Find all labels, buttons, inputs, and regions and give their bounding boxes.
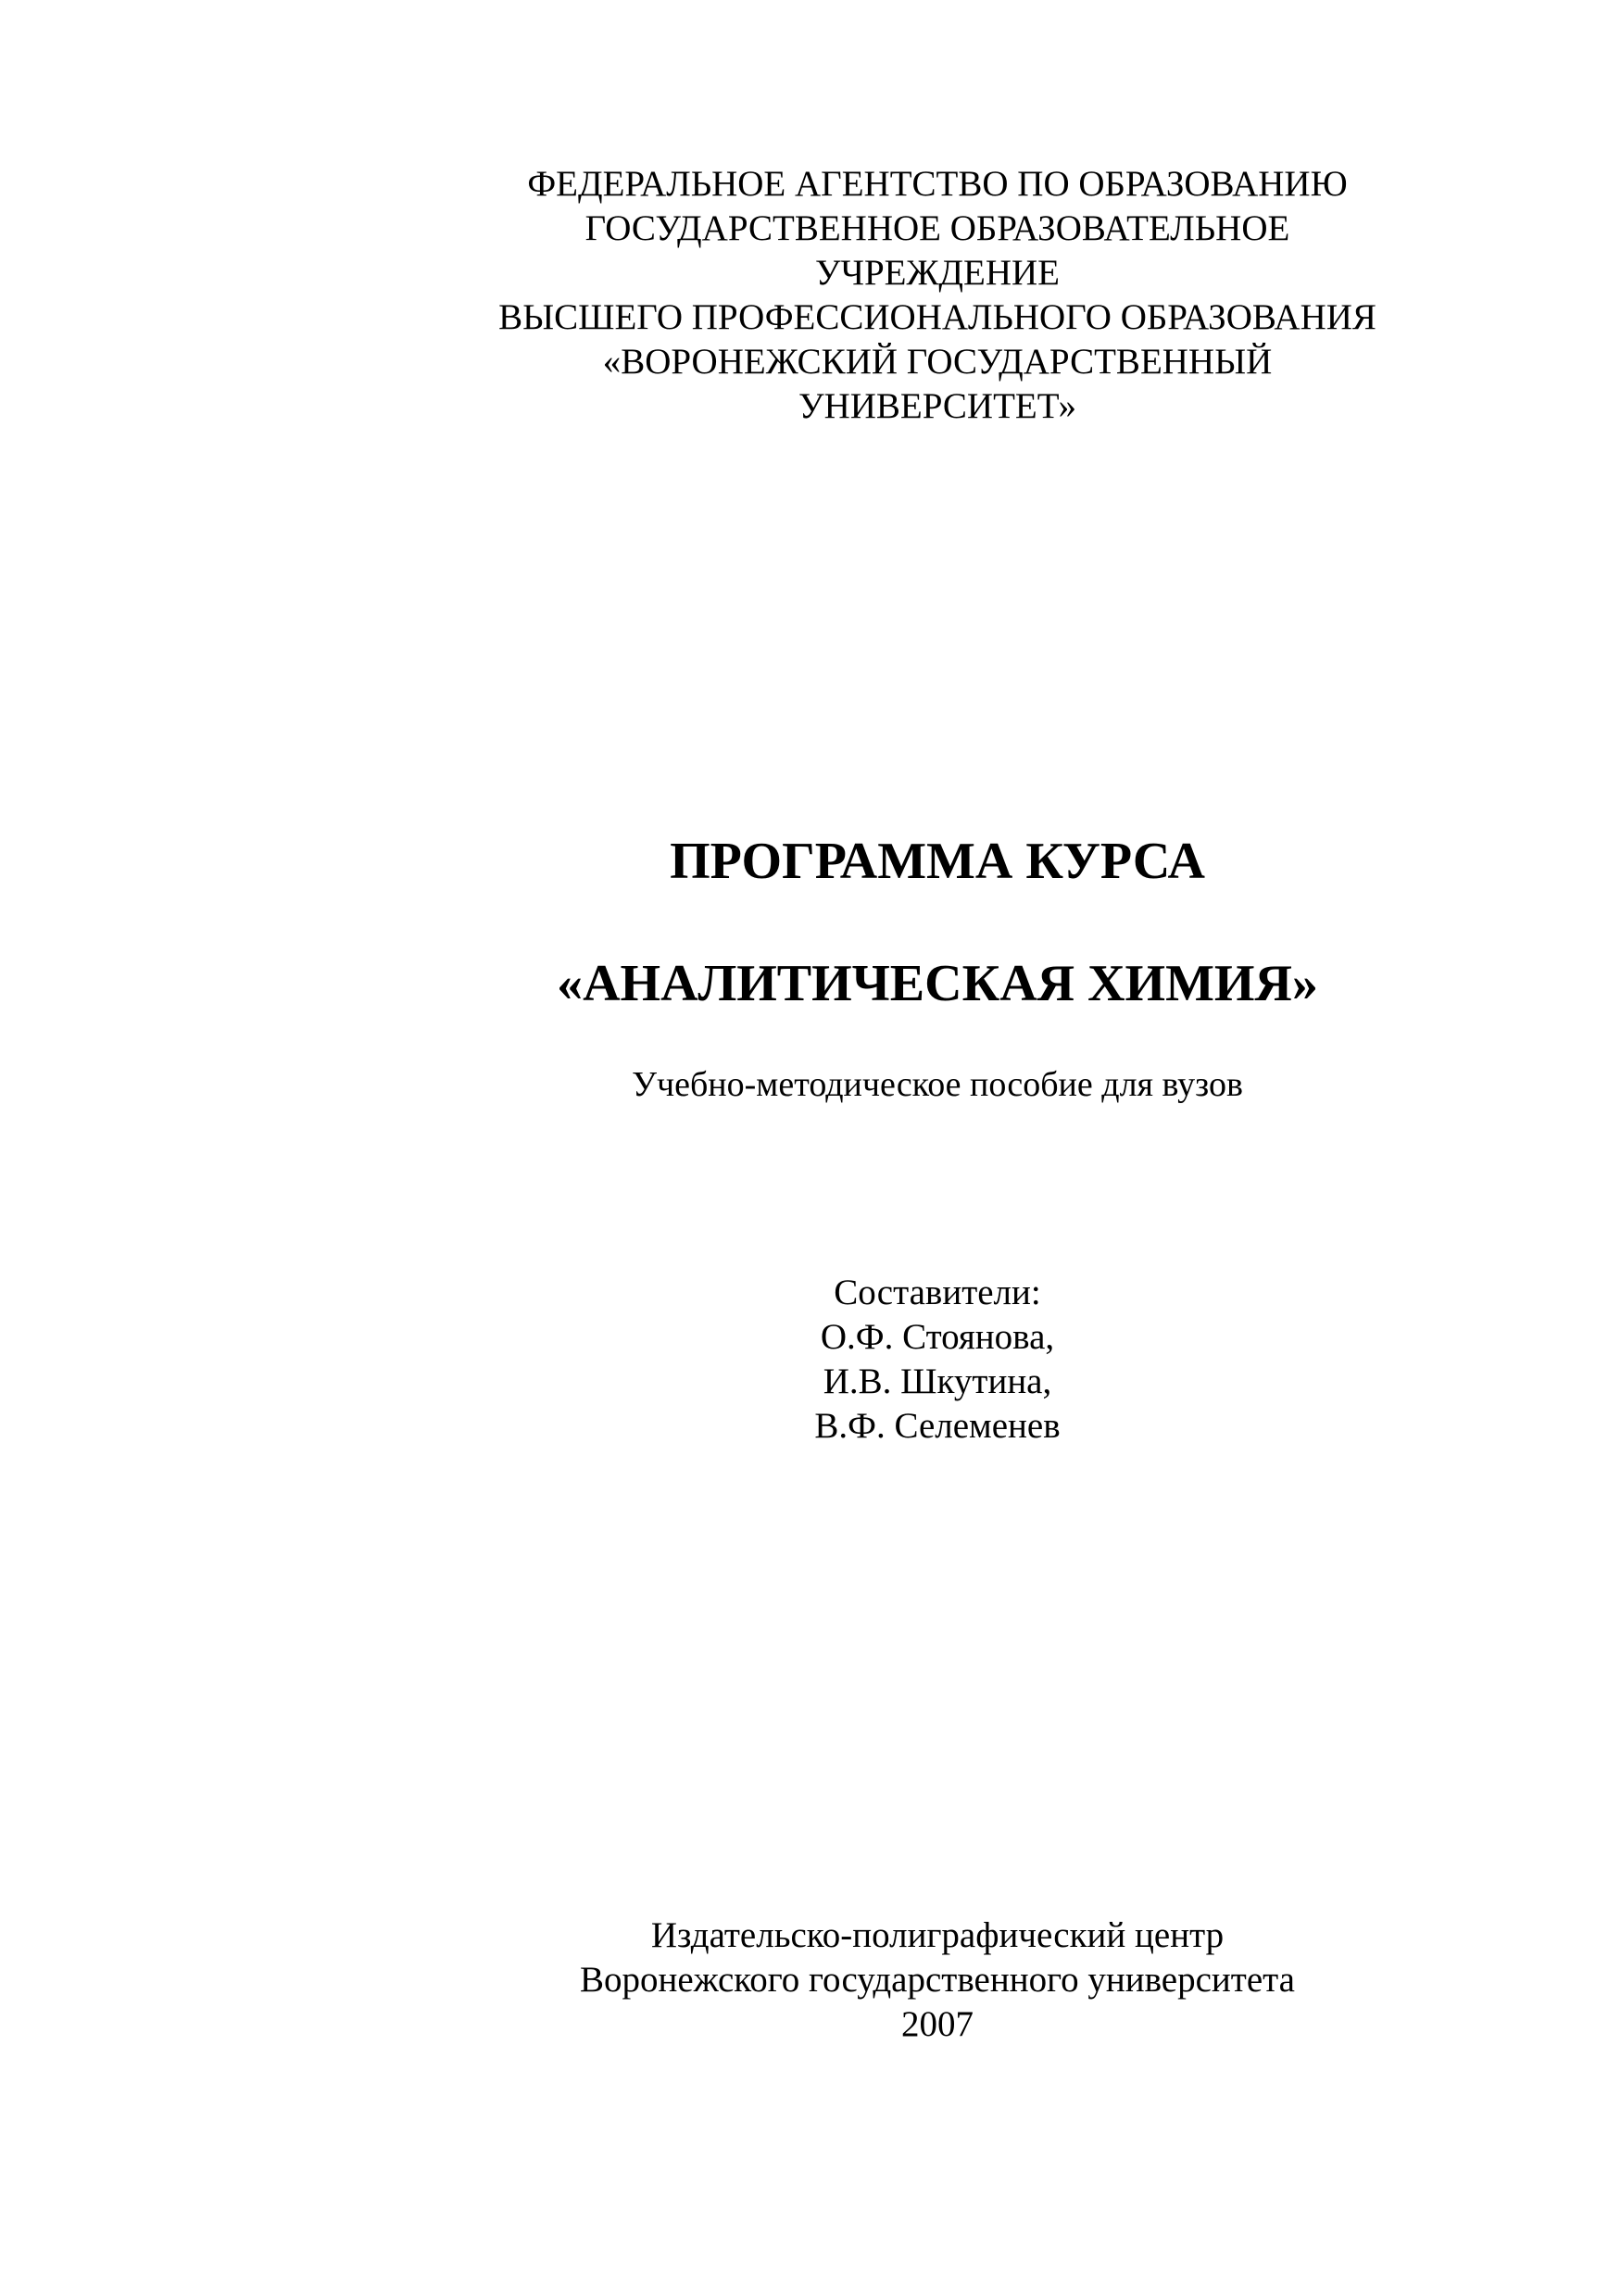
document-title-line-1: ПРОГРАММА КУРСА <box>670 833 1205 890</box>
publisher-line: Воронежского государственного университета <box>580 1960 1295 2000</box>
header-line: ФЕДЕРАЛЬНОЕ АГЕНТСТВО ПО ОБРАЗОВАНИЮ <box>527 164 1348 204</box>
compilers-block <box>289 1271 1586 1449</box>
publisher-line: Издательско-полиграфический центр <box>650 1915 1225 1955</box>
header-line: УЧРЕЖДЕНИЕ <box>815 253 1060 293</box>
document-title-line-2: «АНАЛИТИЧЕСКАЯ ХИМИЯ» <box>557 955 1318 1012</box>
compilers-label: Составители: <box>834 1273 1041 1312</box>
header-line: «ВОРОНЕЖСКИЙ ГОСУДАРСТВЕННЫЙ <box>602 342 1273 382</box>
header-line: ВЫСШЕГО ПРОФЕССИОНАЛЬНОГО ОБРАЗОВАНИЯ <box>498 297 1376 337</box>
compiler-name: В.Ф. Селеменев <box>814 1406 1061 1446</box>
publication-year: 2007 <box>901 2004 974 2044</box>
institution-header <box>289 162 1586 429</box>
header-line: УНИВЕРСИТЕТ» <box>798 386 1077 426</box>
header-line: ГОСУДАРСТВЕННОЕ ОБРАЗОВАТЕЛЬНОЕ <box>584 208 1290 248</box>
compiler-name: И.В. Шкутина, <box>823 1361 1052 1401</box>
publisher-block <box>289 1913 1586 2047</box>
compiler-name: О.Ф. Стоянова, <box>820 1317 1055 1357</box>
document-subtitle: Учебно-методическое пособие для вузов <box>632 1065 1243 1104</box>
